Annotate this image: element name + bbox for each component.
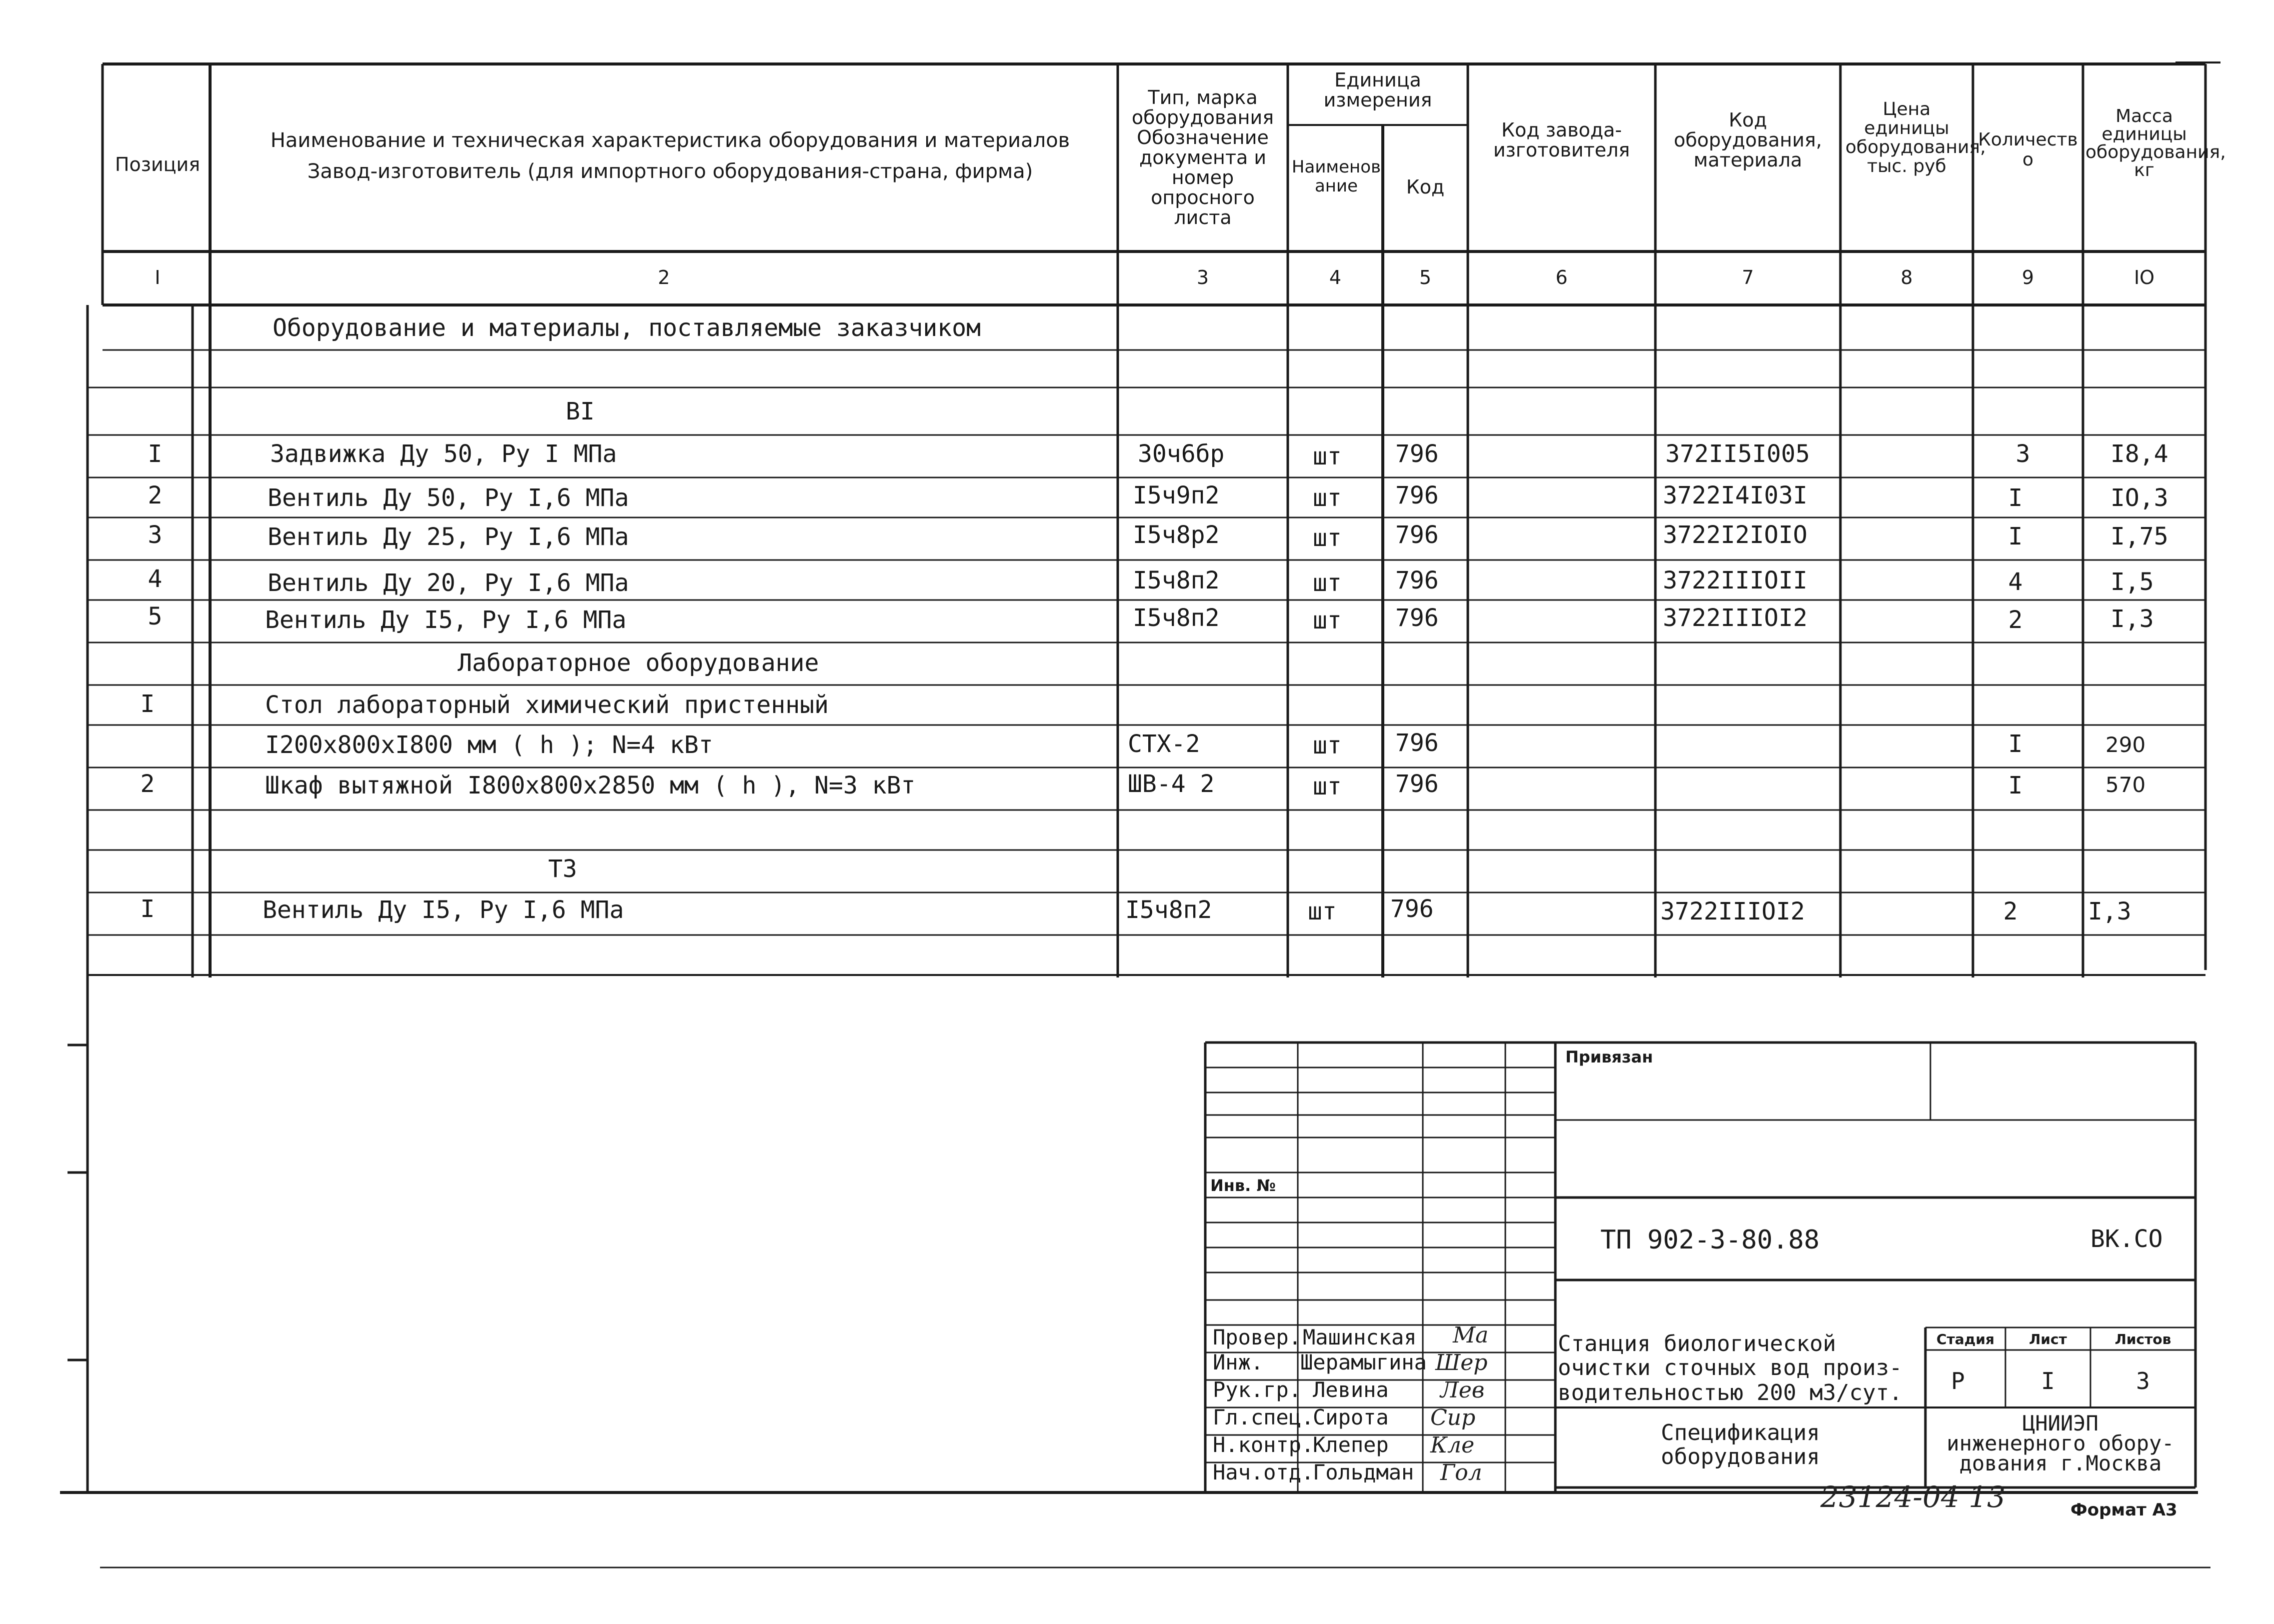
header-unit-name: Наименование [1291, 157, 1381, 196]
row-pos: I [148, 440, 163, 468]
col-num-10: IO [2133, 266, 2155, 288]
row-pos: I [140, 690, 155, 718]
signature-name: Левина [1313, 1378, 1389, 1402]
header-price: Цена единицы оборудования, тыс. руб [1845, 99, 1986, 176]
header-equip-code: Код оборудования, материала [1673, 109, 1822, 171]
section-t3: Т3 [548, 855, 577, 883]
stage-value: Р [1951, 1368, 1965, 1394]
col-num-2: 2 [658, 266, 670, 288]
row-mass: I8,4 [2110, 440, 2168, 468]
row-name: Вентиль Ду I5, Ру I,6 МПа [265, 606, 627, 634]
row-unit: шт [1313, 732, 1342, 760]
row-mass: IO,3 [2110, 484, 2168, 512]
signature-mark: Шер [1435, 1350, 1488, 1376]
subtitle-line-2: оборудования [1661, 1444, 1820, 1470]
title-line-2: очистки сточных вод произ- [1558, 1355, 1902, 1380]
signature-mark: Гол [1440, 1460, 1482, 1486]
title-line-1: Станция биологической [1558, 1331, 1836, 1356]
sheets-label: Листов [2114, 1331, 2171, 1348]
row-mass: I,3 [2088, 898, 2131, 926]
row-qty: I [2008, 522, 2023, 550]
title-line-3: водительностью 200 м3/сут. [1558, 1380, 1902, 1406]
row-type: I5ч8р2 [1133, 521, 1220, 549]
row-type: I5ч8п2 [1133, 604, 1220, 632]
header-position: Позиция [115, 154, 201, 176]
row-equip: 3722IIIOII [1663, 566, 1807, 594]
row-equip: 372II5I005 [1665, 440, 1810, 468]
col-num-4: 4 [1329, 266, 1342, 288]
row-pos: 2 [140, 770, 155, 798]
header-type: Тип, марка оборудования Обозначение документа и номер опросного листа [1131, 86, 1274, 228]
row-name: Вентиль Ду 25, Ру I,6 МПа [268, 523, 629, 551]
signature-role: Рук.гр. [1213, 1378, 1302, 1402]
row-unit: шт [1313, 606, 1342, 634]
privyazan-label: Привязан [1565, 1048, 1653, 1066]
row-equip: 3722IIIOI2 [1663, 604, 1807, 632]
signature-role: Гл.спец. [1213, 1405, 1314, 1430]
row-equip: 3722I2IOIO [1663, 521, 1807, 549]
row-name: Стол лабораторный химический пристенный [265, 691, 829, 719]
section-customer-supplied: Оборудование и материалы, поставляемые заказчиком [273, 314, 981, 342]
header-qty: Количество [1978, 130, 2078, 170]
signature-name: Сирота [1313, 1405, 1389, 1430]
row-mass: I,75 [2110, 522, 2168, 550]
signature-mark: Ма [1453, 1322, 1489, 1348]
row-type: I5ч8п2 [1125, 896, 1212, 924]
row-mass: 290 [2105, 732, 2146, 757]
row-qty: I [2008, 772, 2023, 800]
header-mfr-code: Код завода-изготовителя [1493, 119, 1630, 161]
row-pos: 5 [148, 602, 163, 630]
row-type: I5ч9п2 [1133, 482, 1220, 510]
row-code: 796 [1395, 521, 1439, 549]
sheets-value: 3 [2136, 1368, 2150, 1394]
row-pos: 3 [148, 521, 163, 549]
row-name: Задвижка Ду 50, Ру I МПа [270, 440, 617, 468]
header-name: Наименование и техническая характеристика оборудования и материалов Завод-изготовитель (для импортного оборудования-страна, фирма) [270, 129, 1070, 183]
header-unit-code: Код [1406, 176, 1445, 198]
section-b1: BI [566, 398, 595, 426]
doc-code: ТП 902-3-80.88 [1600, 1225, 1820, 1255]
signature-name: Машинская [1303, 1325, 1417, 1350]
row-qty: I [2008, 484, 2023, 512]
row-qty: 2 [2003, 898, 2018, 926]
col-num-9: 9 [2021, 266, 2034, 288]
signature-mark: Лев [1440, 1378, 1485, 1403]
row-code: 796 [1395, 604, 1439, 632]
sheet-code: ВК.СО [2090, 1225, 2163, 1253]
row-pos: 2 [148, 482, 163, 510]
row-pos: I [140, 895, 155, 923]
sheet-label: Лист [2029, 1331, 2067, 1348]
signature-mark: Кле [1430, 1432, 1475, 1458]
row-unit: шт [1313, 484, 1342, 512]
signature-mark: Сир [1430, 1405, 1476, 1430]
org-line-3: дования г.Москва [1959, 1451, 2162, 1476]
row-qty: 4 [2008, 568, 2023, 596]
row-name: Шкаф вытяжной I800x800x2850 мм ( h ), N=3 кВт [265, 772, 916, 800]
stage-label: Стадия [1936, 1331, 1994, 1348]
signature-role: Н.контр. [1213, 1432, 1314, 1457]
row-code: 796 [1395, 566, 1439, 594]
row-unit: шт [1313, 569, 1342, 597]
row-qty: 3 [2015, 440, 2030, 468]
header-unit: Единица измерения [1323, 69, 1432, 111]
row-name: Вентиль Ду 50, Ру I,6 МПа [268, 484, 629, 512]
row-type: ШВ-4 2 [1128, 770, 1215, 798]
row-code: 796 [1390, 895, 1434, 923]
col-num-7: 7 [1741, 266, 1754, 288]
col-num-8: 8 [1900, 266, 1913, 288]
signature-role: Инж. [1213, 1350, 1264, 1374]
row-mass: 570 [2105, 772, 2146, 797]
col-num-5: 5 [1419, 266, 1432, 288]
row-qty: I [2008, 730, 2023, 758]
row-code: 796 [1395, 770, 1439, 798]
signature-role: Провер. [1213, 1325, 1302, 1350]
col-num-6: 6 [1555, 266, 1568, 288]
row-type: СТХ-2 [1128, 730, 1200, 758]
signature-name: Клепер [1313, 1432, 1389, 1457]
row-unit: шт [1308, 898, 1337, 926]
row-unit: шт [1313, 442, 1342, 470]
col-num-1: I [155, 266, 161, 288]
signature-role: Нач.отд. [1213, 1460, 1314, 1484]
row-name: I200x800xI800 мм ( h ); N=4 кВт [265, 731, 713, 759]
org-line-2: инженерного обору- [1946, 1431, 2174, 1456]
row-code: 796 [1395, 729, 1439, 757]
sheet-value: I [2041, 1368, 2055, 1394]
org-line-1: ЦНИИЭП [2022, 1411, 2098, 1436]
inv-no-label: Инв. № [1210, 1176, 1276, 1195]
signature-name: Шерамыгина [1300, 1350, 1427, 1374]
row-qty: 2 [2008, 606, 2023, 634]
row-code: 796 [1395, 440, 1439, 468]
section-lab: Лабораторное оборудование [458, 649, 819, 677]
archive-number: 23124-04 13 [1820, 1480, 2006, 1514]
format-label: Формат А3 [2070, 1500, 2177, 1520]
row-name: Вентиль Ду 20, Ру I,6 МПа [268, 569, 629, 597]
row-unit: шт [1313, 772, 1342, 800]
header-mass: Масса единицы оборудования, кг [2085, 106, 2226, 180]
row-type: I5ч8п2 [1133, 566, 1220, 594]
row-mass: I,5 [2110, 568, 2154, 596]
row-equip: 3722I4I03I [1663, 482, 1807, 510]
row-equip: 3722IIIOI2 [1660, 898, 1805, 926]
signature-name: Гольдман [1313, 1460, 1414, 1484]
row-name: Вентиль Ду I5, Ру I,6 МПа [263, 896, 624, 924]
row-pos: 4 [148, 565, 163, 593]
row-code: 796 [1395, 482, 1439, 510]
col-num-3: 3 [1196, 266, 1209, 288]
row-unit: шт [1313, 524, 1342, 552]
row-type: 30ч6бр [1138, 440, 1225, 468]
subtitle-line-1: Спецификация [1661, 1420, 1820, 1446]
row-mass: I,3 [2110, 605, 2154, 633]
